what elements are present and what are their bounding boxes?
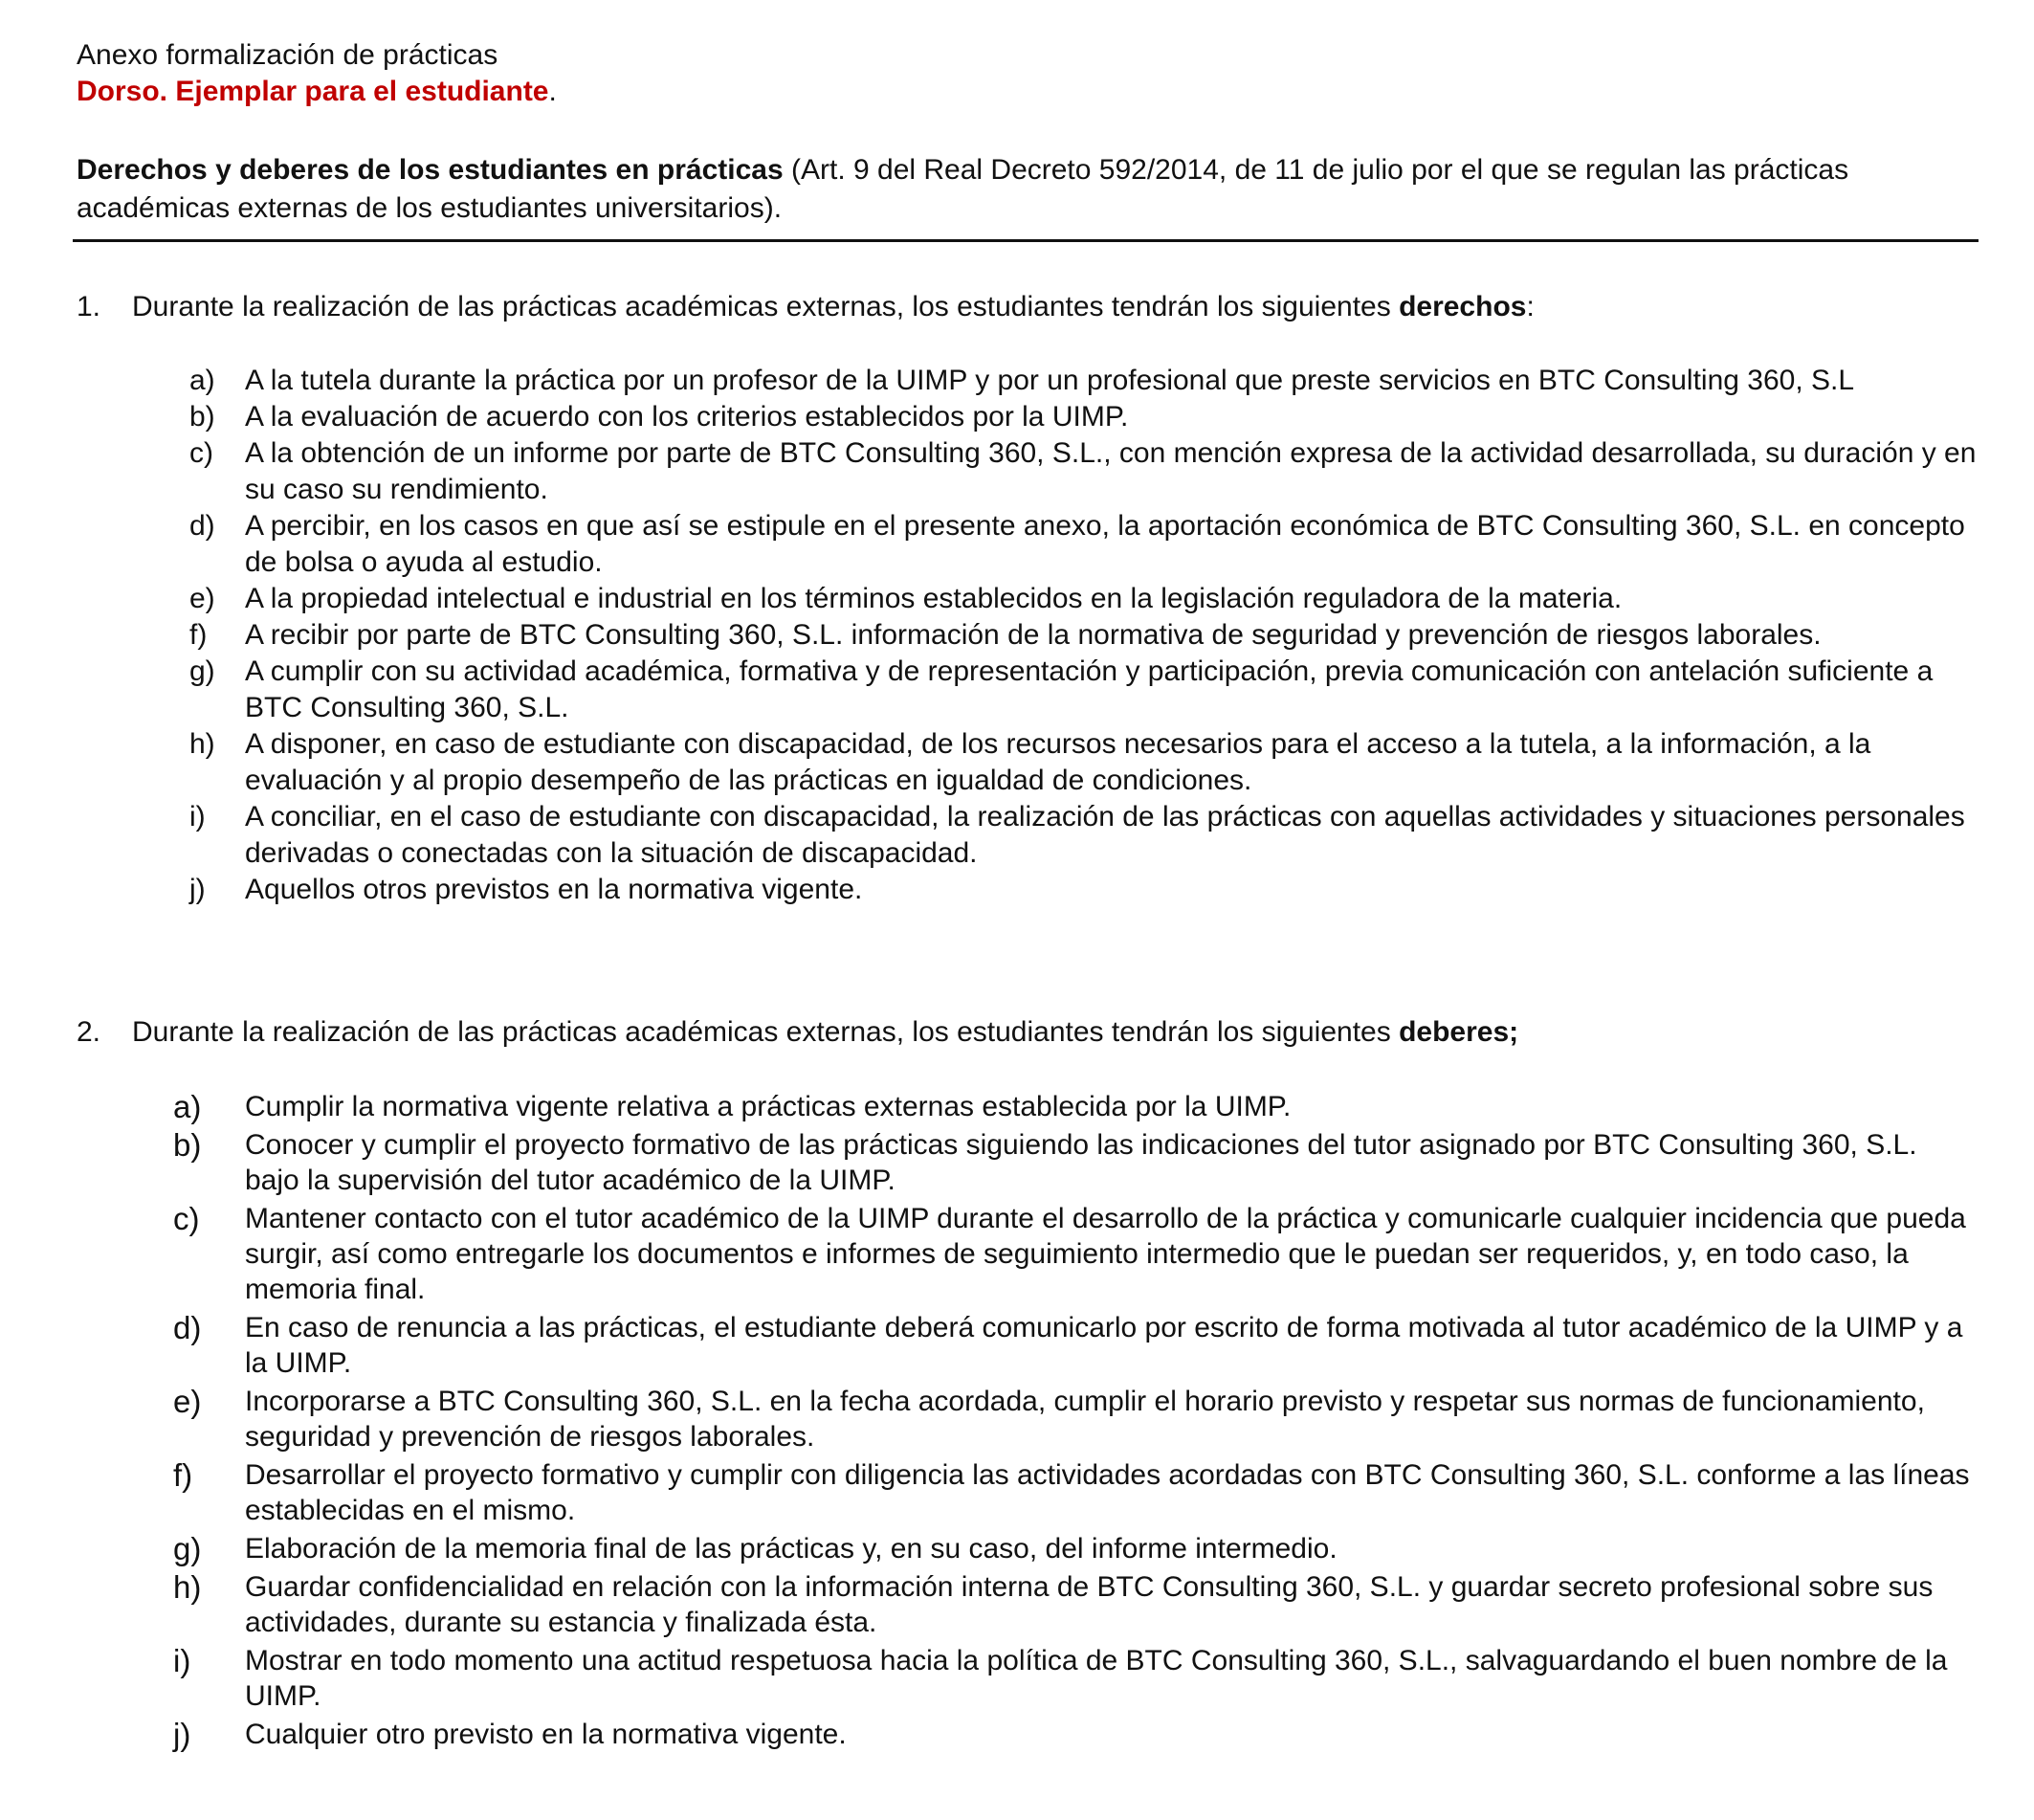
list-item — [0, 654, 1977, 726]
item-letter: g) — [173, 1531, 202, 1566]
item-letter: g) — [189, 655, 215, 687]
item-text: A recibir por parte de BTC Consulting 360, S.L. información de la normativa de seguridad y prevención de riesgos laborales. — [245, 619, 1822, 651]
item-text: A la evaluación de acuerdo con los criterios establecidos por la UIMP. — [245, 401, 1129, 433]
section-2-number: 2. — [77, 1016, 101, 1048]
item-letter: e) — [173, 1384, 202, 1419]
intro-reference: (Art. 9 del Real Decreto 592/2014, de 11 de julio por el que se regulan las prácticas académicas externas de los estudiantes universitarios). — [77, 154, 1849, 224]
item-text: A cumplir con su actividad académica, formativa y de representación y participación, previa comunicación con antelación suficiente a BTC Consulting 360, S.L. — [245, 655, 1934, 723]
list-item — [0, 1384, 1977, 1454]
list-item — [0, 363, 1977, 399]
section-1-text: Durante la realización de las prácticas académicas externas, los estudiantes tendrán los siguientes — [132, 291, 1400, 322]
item-text: Mantener contacto con el tutor académico de la UIMP durante el desarrollo de la práctica y comunicarle cualquier incidencia que pueda surgir, así como entregarle los documentos e informes de seguimiento intermedio que le puedan ser requeridos, y, en todo caso, la memoria final. — [245, 1203, 1966, 1305]
item-text: Aquellos otros previstos en la normativa vigente. — [245, 874, 863, 905]
item-text: Incorporarse a BTC Consulting 360, S.L. en la fecha acordada, cumplir el horario previsto y respetar sus normas de funcionamiento, seguridad y prevención de riesgos laborales. — [245, 1386, 1925, 1453]
list-item — [0, 508, 1977, 581]
list-item — [0, 435, 1977, 508]
list-item — [0, 1310, 1977, 1381]
duties-list — [0, 1089, 1977, 1755]
item-letter: j) — [173, 1717, 191, 1752]
list-item — [0, 726, 1977, 799]
header-divider — [73, 239, 1979, 242]
item-text: Cumplir la normativa vigente relativa a prácticas externas establecida por la UIMP. — [245, 1091, 1292, 1122]
item-text: A la obtención de un informe por parte de BTC Consulting 360, S.L., con mención expresa de la actividad desarrollada, su duración y en su caso su rendimiento. — [245, 437, 1977, 505]
item-text: Guardar confidencialidad en relación con la información interna de BTC Consulting 360, S.L. y guardar secreto profesional sobre sus actividades, durante su estancia y finalizada ésta. — [245, 1571, 1934, 1638]
section-1-number: 1. — [77, 291, 101, 322]
section-1-keyword: derechos — [1399, 291, 1527, 322]
item-text: Cualquier otro previsto en la normativa vigente. — [245, 1719, 847, 1750]
list-item — [0, 1127, 1977, 1198]
copy-designation-period: . — [548, 76, 557, 107]
item-letter: b) — [173, 1127, 202, 1163]
item-letter: h) — [173, 1569, 202, 1605]
item-letter: h) — [189, 728, 215, 760]
item-letter: i) — [189, 801, 206, 832]
item-letter: a) — [173, 1089, 202, 1124]
item-letter: f) — [173, 1457, 193, 1493]
item-letter: i) — [173, 1643, 191, 1678]
rights-list — [0, 363, 1977, 908]
item-text: A la tutela durante la práctica por un profesor de la UIMP y por un profesional que preste servicios en BTC Consulting 360, S.L — [245, 365, 1855, 396]
item-text: En caso de renuncia a las prácticas, el estudiante deberá comunicarlo por escrito de forma motivada al tutor académico de la UIMP y a la UIMP. — [245, 1312, 1963, 1379]
section-2-keyword: deberes; — [1399, 1016, 1519, 1048]
list-item — [0, 1457, 1977, 1528]
list-item — [0, 1643, 1977, 1714]
item-letter: c) — [189, 437, 213, 469]
item-letter: j) — [189, 874, 206, 905]
list-item — [0, 617, 1977, 654]
item-text: A disponer, en caso de estudiante con discapacidad, de los recursos necesarios para el acceso a la tutela, a la información, a la evaluación y al propio desempeño de las prácticas en igualdad de condiciones. — [245, 728, 1871, 796]
item-letter: d) — [189, 510, 215, 542]
item-text: Desarrollar el proyecto formativo y cumplir con diligencia las actividades acordadas con BTC Consulting 360, S.L. conforme a las líneas establecidas en el mismo. — [245, 1459, 1970, 1526]
item-text: Elaboración de la memoria final de las prácticas y, en su caso, del informe intermedio. — [245, 1533, 1338, 1565]
item-letter: f) — [189, 619, 208, 651]
item-letter: d) — [173, 1310, 202, 1345]
item-letter: b) — [189, 401, 215, 433]
section-1-tail: : — [1526, 291, 1535, 322]
item-text: A percibir, en los casos en que así se estipule en el presente anexo, la aportación económica de BTC Consulting 360, S.L. en concepto de bolsa o ayuda al estudio. — [245, 510, 1965, 578]
section-2-text: Durante la realización de las prácticas académicas externas, los estudiantes tendrán los siguientes — [132, 1016, 1400, 1048]
list-item — [0, 1717, 1977, 1752]
intro-heading: Derechos y deberes de los estudiantes en prácticas — [77, 154, 784, 186]
list-item — [0, 872, 1977, 908]
list-item — [0, 399, 1977, 435]
list-item — [0, 1089, 1977, 1124]
list-item — [0, 1201, 1977, 1307]
item-text: A conciliar, en el caso de estudiante con discapacidad, la realización de las prácticas con aquellas actividades y situaciones personales derivadas o conectadas con la situación de discapacidad. — [245, 801, 1965, 869]
item-letter: e) — [189, 583, 215, 614]
item-text: Conocer y cumplir el proyecto formativo de las prácticas siguiendo las indicaciones del tutor asignado por BTC Consulting 360, S.L. bajo la supervisión del tutor académico de la UIMP. — [245, 1129, 1917, 1196]
intro-paragraph — [77, 151, 1952, 228]
section-2-heading — [77, 1013, 1518, 1052]
copy-designation — [77, 75, 557, 109]
list-item — [0, 581, 1977, 617]
item-text: Mostrar en todo momento una actitud respetuosa hacia la política de BTC Consulting 360, S.L., salvaguardando el buen nombre de la UIMP. — [245, 1645, 1948, 1712]
list-item — [0, 1569, 1977, 1640]
item-text: A la propiedad intelectual e industrial en los términos establecidos en la legislación reguladora de la materia. — [245, 583, 1623, 614]
item-letter: c) — [173, 1201, 200, 1236]
copy-designation-text: Dorso. Ejemplar para el estudiante — [77, 76, 549, 107]
section-1-heading — [77, 288, 1535, 326]
list-item — [0, 799, 1977, 872]
list-item — [0, 1531, 1977, 1566]
annex-title: Anexo formalización de prácticas — [77, 39, 498, 71]
item-letter: a) — [189, 365, 215, 396]
